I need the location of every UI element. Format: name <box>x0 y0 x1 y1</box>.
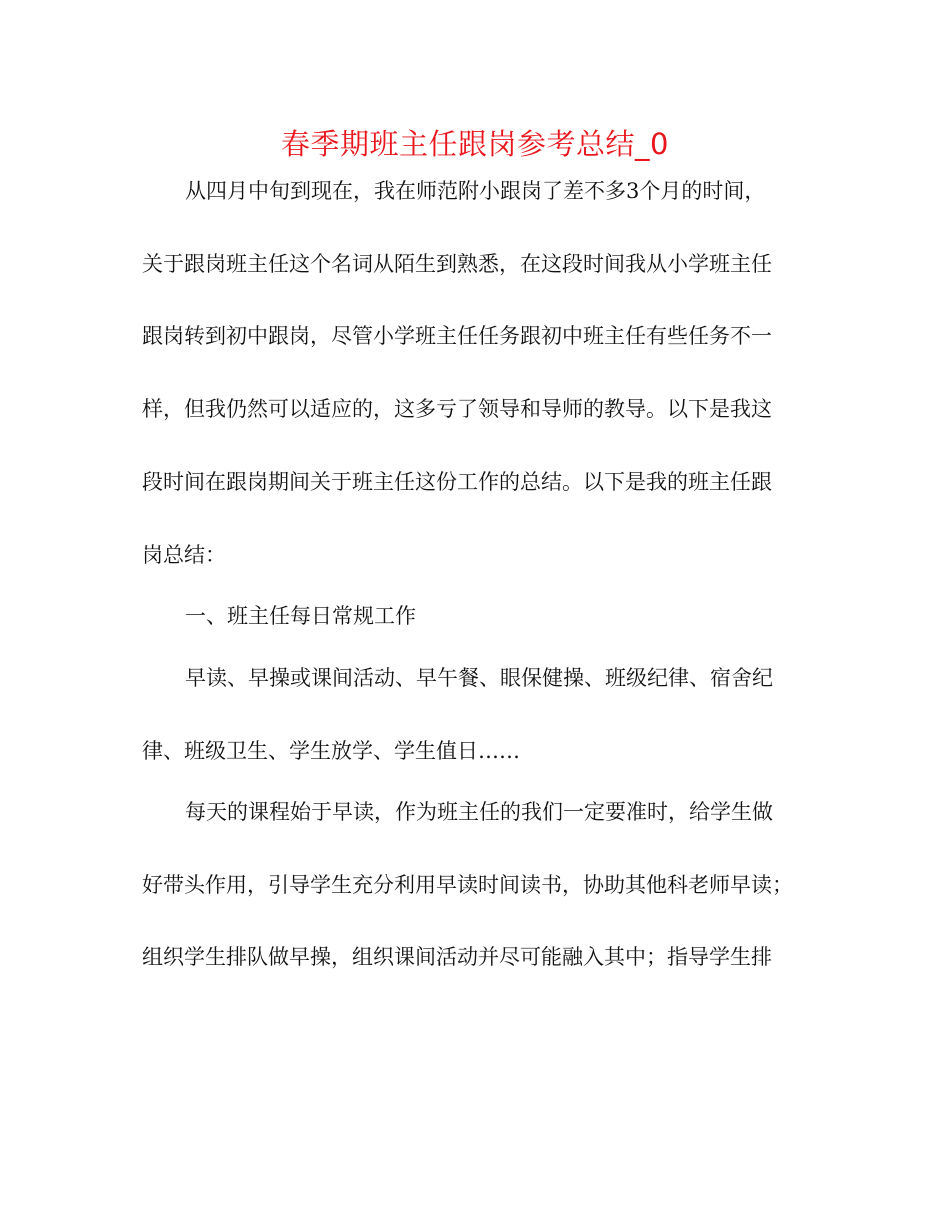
paragraph-line: 律、班级卫生、学生放学、学生值日…… <box>142 739 520 763</box>
paragraph-line: 关于跟岗班主任这个名词从陌生到熟悉，在这段时间我从小学班主任 <box>142 252 772 276</box>
paragraph-line: 组织学生排队做早操，组织课间活动并尽可能融入其中；指导学生排 <box>142 945 772 969</box>
paragraph-line: 好带头作用，引导学生充分利用早读时间读书，协助其他科老师早读； <box>142 873 793 897</box>
paragraph-line: 段时间在跟岗期间关于班主任这份工作的总结。以下是我的班主任跟 <box>142 470 772 494</box>
paragraph-line: 每天的课程始于早读，作为班主任的我们一定要准时，给学生做 <box>185 800 773 824</box>
paragraph-line: 早读、早操或课间活动、早午餐、眼保健操、班级纪律、宿舍纪 <box>185 666 773 690</box>
paragraph-line: 岗总结： <box>142 543 226 567</box>
section-heading: 一、班主任每日常规工作 <box>185 604 416 628</box>
document-title: 春季期班主任跟岗参考总结_0 <box>281 127 669 161</box>
paragraph-line: 从四月中旬到现在，我在师范附小跟岗了差不多3个月的时间， <box>185 179 766 203</box>
paragraph-line: 跟岗转到初中跟岗，尽管小学班主任任务跟初中班主任有些任务不一 <box>142 324 772 348</box>
paragraph-line: 样，但我仍然可以适应的，这多亏了领导和导师的教导。以下是我这 <box>142 397 772 421</box>
